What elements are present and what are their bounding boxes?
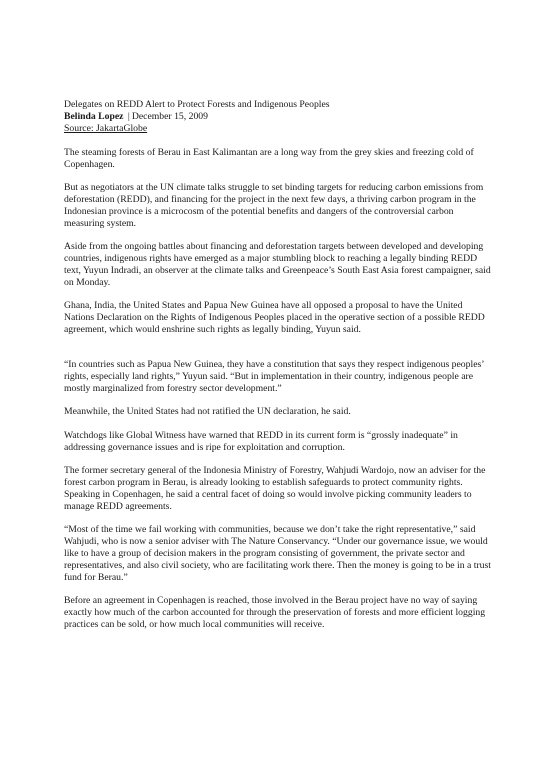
paragraph-2: But as negotiators at the UN climate talks struggle to set binding targets for reducing carbon emissions from deforestation (REDD), and financing for the project in the next few days, a thriving carbon program in the Indonesian province is a microcosm of the potential benefits and dangers of the controversial carbon measuring system. [64, 182, 484, 229]
paragraph-10: Before an agreement in Copenhagen is reached, those involved in the Berau project have no way of saying exactly how much of the carbon accounted for through the preservation of forests and more efficient logging practices can be sold, or how much local communities will receive. [64, 595, 486, 630]
source-link[interactable]: Source: JakartaGlobe [64, 122, 148, 134]
paragraph-4: Ghana, India, the United States and Papua New Guinea have all opposed a proposal to have the United Nations Declaration on the Rights of Indigenous Peoples placed in the operative section of a possible REDD agreement, which would enshrine such rights as legally binding, Yuyun said. [64, 300, 485, 336]
paragraph-9: “Most of the time we fail working with communities, because we don’t take the right representative,” said Wahjudi, who is now a senior adviser with The Nature Conservancy. “Under our governance issue, we would like to have a group of decision makers in the program consisting of government, the private sector and representatives, and also civil society, who are facilitating work there. Then the money is going to be in a trust fund for Berau.” [64, 524, 491, 583]
paragraph-6: Meanwhile, the United States had not ratified the UN declaration, he said. [64, 406, 351, 418]
paragraph-3: Aside from the ongoing battles about financing and deforestation targets between developed and developing countries, indigenous rights have emerged as a major stumbling block to reaching a legally binding REDD text, Yuyun Indradi, an observer at the climate talks and Greenpeace’s South East Asia forest campaigner, said on Monday. [64, 241, 491, 288]
publication-date: December 15, 2009 [131, 110, 208, 122]
paragraph-8: The former secretary general of the Indonesia Ministry of Forestry, Wahjudi Wardojo, now an adviser for the forest carbon program in Berau, is already looking to establish safeguards to protect community rights. Speaking in Copenhagen, he said a central facet of doing so would involve picking community leaders to manage REDD agreements. [64, 464, 486, 512]
byline-separator: | [127, 110, 130, 122]
byline [64, 111, 492, 123]
article-title: Delegates on REDD Alert to Protect Forests and Indigenous Peoples [64, 99, 330, 110]
article-body [64, 99, 492, 642]
article-header [64, 99, 492, 135]
author-name: Belinda Lopez [64, 110, 124, 122]
paragraph-5: “In countries such as Papua New Guinea, they have a constitution that says they respect indigenous peoples’ rights, especially land rights,” Yuyun said. “But in implementation in their country, indigenous people are mostly marginalized from forestry sector development.” [64, 359, 484, 394]
paragraph-7: Watchdogs like Global Witness have warned that REDD in its current form is “grossly inadequate” in addressing governance issues and is ripe for exploitation and corruption. [64, 429, 458, 453]
paragraph-1: The steaming forests of Berau in East Kalimantan are a long way from the grey skies and freezing cold of Copenhagen. [64, 146, 474, 170]
